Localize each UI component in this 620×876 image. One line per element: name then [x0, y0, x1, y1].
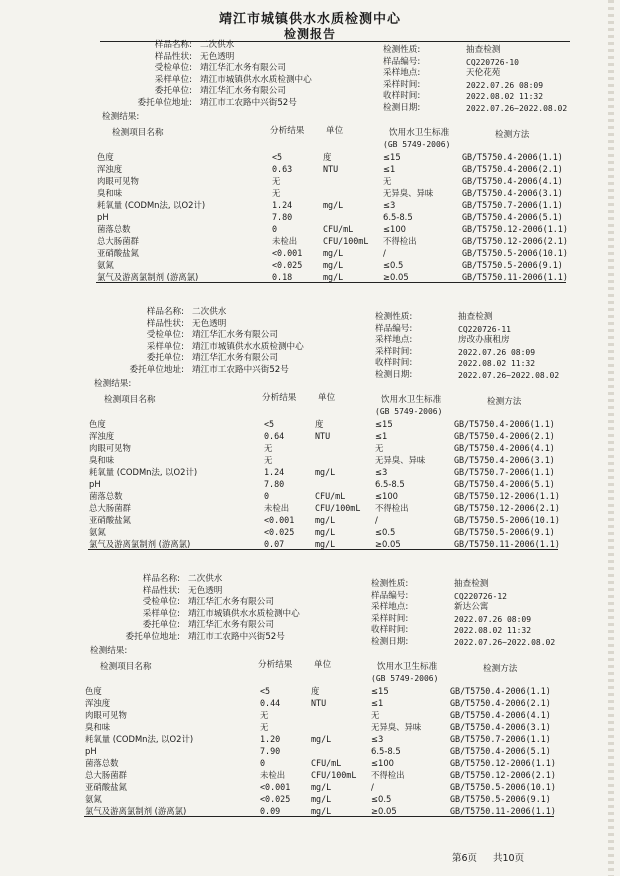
item-name-cell: 色度 — [85, 686, 102, 696]
standard-cell: ≤15 — [375, 419, 393, 429]
method-cell: GB/T5750.4-2006(5.1) — [454, 479, 555, 489]
sample-nature-value: 无色透明 — [200, 51, 235, 62]
method-cell: GB/T5750.4-2006(3.1) — [450, 722, 551, 732]
section-divider — [84, 816, 554, 817]
method-cell: GB/T5750.5-2006(10.1) — [450, 782, 556, 792]
standard-cell: ≤0.5 — [371, 794, 392, 804]
test-date-label: 检测日期: — [371, 636, 409, 647]
method-cell: GB/T5750.5-2006(9.1) — [450, 794, 551, 804]
standard-cell: 不得检出 — [371, 770, 405, 780]
table-row — [0, 200, 620, 211]
table-row — [0, 443, 620, 454]
method-cell: GB/T5750.4-2006(2.1) — [450, 698, 551, 708]
table-row — [0, 224, 620, 235]
test-nature-value: 抽查检测 — [458, 312, 493, 322]
page-total: 共10页 — [493, 853, 525, 864]
table-row — [0, 164, 620, 175]
method-cell: GB/T5750.7-2006(1.1) — [450, 734, 551, 744]
table-row — [0, 419, 620, 430]
unit-cell: NTU — [323, 164, 339, 174]
col-item-header: 检测项目名称 — [104, 395, 156, 405]
standard-cell: ≤0.5 — [375, 527, 396, 537]
test-nature-label: 检测性质: — [383, 45, 421, 55]
commissioner-address-value: 靖江市工农路中兴街52号 — [200, 97, 297, 108]
item-name-cell: 总大肠菌群 — [97, 236, 139, 246]
standard-cell: / — [371, 782, 374, 792]
method-cell: GB/T5750.5-2006(9.1) — [454, 527, 555, 537]
report-subtitle: 检测报告 — [283, 27, 336, 41]
method-cell: GB/T5750.4-2006(5.1) — [462, 212, 563, 222]
client-value: 靖江华汇水务有限公司 — [188, 597, 274, 607]
col-standard-header: 饮用水卫生标准 — [389, 128, 450, 138]
standard-cell: ≤3 — [371, 734, 384, 744]
item-name-cell: 耗氧量 (CODMn法, 以O2计) — [97, 200, 206, 210]
result-cell: 0.44 — [260, 698, 281, 708]
sample-name-label: 样品名称: — [146, 307, 184, 317]
col-method-header: 检测方法 — [483, 664, 518, 674]
standard-cell: ≥0.05 — [371, 806, 397, 816]
standard-cell: ≤0.5 — [383, 260, 404, 270]
commissioner-address-label: 委托单位地址: — [125, 631, 180, 642]
binding-seal-strip — [608, 0, 614, 876]
result-cell: 无 — [264, 443, 273, 453]
client-label: 受检单位: — [154, 63, 192, 73]
method-cell: GB/T5750.12-2006(1.1) — [462, 224, 568, 234]
sample-site-label: 采样地点: — [371, 602, 409, 612]
method-cell: GB/T5750.11-2006(1.1) — [454, 539, 560, 549]
item-name-cell: 总大肠菌群 — [85, 770, 127, 780]
commissioner-value: 靖江华汇水务有限公司 — [192, 353, 278, 363]
section-divider — [88, 549, 558, 550]
col-unit-header: 单位 — [318, 393, 336, 403]
unit-cell: 度 — [315, 419, 324, 429]
item-name-cell: pH — [97, 212, 109, 222]
result-cell: <5 — [264, 419, 275, 429]
table-row — [0, 188, 620, 199]
report-section-1 — [0, 40, 620, 310]
client-value: 靖江华汇水务有限公司 — [192, 330, 278, 340]
unit-cell: CFU/100mL — [315, 503, 361, 513]
method-cell: GB/T5750.11-2006(1.1) — [450, 806, 556, 816]
sample-nature-label: 样品性状: — [154, 51, 192, 62]
report-section-2 — [0, 307, 620, 577]
report-org-title: 靖江市城镇供水水质检测中心 — [218, 12, 401, 27]
result-cell: 无 — [272, 188, 281, 198]
sample-site-value: 房改办康租房 — [458, 335, 510, 345]
method-cell: GB/T5750.7-2006(1.1) — [462, 200, 563, 210]
method-cell: GB/T5750.7-2006(1.1) — [454, 467, 555, 477]
standard-cell: 不得检出 — [383, 236, 417, 246]
table-row — [0, 527, 620, 538]
unit-cell: CFU/100mL — [311, 770, 357, 780]
col-standard-header: 饮用水卫生标准 — [381, 395, 442, 405]
table-row — [0, 152, 620, 163]
standard-cell: ≥0.05 — [375, 539, 401, 549]
sample-no-value: CQ220726-11 — [458, 324, 511, 334]
method-cell: GB/T5750.4-2006(1.1) — [450, 686, 551, 696]
method-cell: GB/T5750.4-2006(1.1) — [454, 419, 555, 429]
receive-time-label: 收样时间: — [371, 625, 409, 635]
sample-nature-label: 样品性状: — [146, 318, 184, 329]
table-row — [0, 248, 620, 259]
commissioner-address-value: 靖江市工农路中兴街52号 — [188, 631, 285, 642]
sample-no-label: 样品编号: — [383, 56, 421, 67]
item-name-cell: 亚硝酸盐氮 — [97, 248, 139, 258]
col-standard-code: (GB 5749-2006) — [383, 140, 451, 149]
standard-cell: / — [375, 515, 378, 525]
method-cell: GB/T5750.4-2006(4.1) — [450, 710, 551, 720]
receive-time-label: 收样时间: — [375, 358, 413, 368]
table-row — [0, 455, 620, 466]
method-cell: GB/T5750.5-2006(10.1) — [462, 248, 568, 258]
commissioner-address-label: 委托单位地址: — [129, 364, 184, 375]
test-result-label: 检测结果: — [90, 646, 128, 656]
sample-site-label: 采样地点: — [375, 335, 413, 345]
sample-nature-value: 无色透明 — [192, 318, 227, 329]
commissioner-value: 靖江华汇水务有限公司 — [188, 620, 274, 630]
standard-cell: 6.5-8.5 — [375, 479, 405, 489]
standard-cell: 不得检出 — [375, 503, 409, 513]
test-date-label: 检测日期: — [383, 102, 421, 113]
test-date-value: 2022.07.26~2022.08.02 — [466, 103, 568, 113]
result-cell: 无 — [264, 455, 273, 465]
col-standard-code: (GB 5749-2006) — [375, 407, 443, 416]
item-name-cell: 菌落总数 — [89, 491, 123, 501]
item-name-cell: 亚硝酸盐氮 — [89, 515, 131, 525]
sample-time-value: 2022.07.26 08:09 — [454, 614, 532, 624]
result-cell: <5 — [272, 152, 283, 162]
item-name-cell: 肉眼可见物 — [85, 710, 127, 720]
table-row — [0, 431, 620, 442]
method-cell: GB/T5750.4-2006(4.1) — [462, 176, 563, 186]
section-divider — [96, 282, 566, 283]
sample-nature-value: 无色透明 — [188, 585, 223, 596]
sample-no-label: 样品编号: — [371, 590, 409, 601]
unit-cell: NTU — [315, 431, 331, 441]
standard-cell: ≤100 — [375, 491, 399, 501]
sample-time-label: 采样时间: — [375, 346, 413, 357]
col-standard-header: 饮用水卫生标准 — [377, 662, 438, 672]
result-cell: 未检出 — [272, 236, 298, 246]
unit-cell: CFU/mL — [323, 224, 354, 234]
unit-cell: mg/L — [315, 527, 336, 537]
item-name-cell: 耗氧量 (CODMn法, 以O2计) — [85, 734, 194, 744]
table-row — [0, 479, 620, 490]
test-date-label: 检测日期: — [375, 369, 413, 380]
sampler-label: 采样单位: — [154, 74, 192, 85]
test-nature-label: 检测性质: — [371, 579, 409, 589]
page-number: 第6页 — [452, 853, 478, 864]
item-name-cell: 臭和味 — [97, 188, 123, 198]
item-name-cell: 色度 — [89, 419, 106, 429]
table-row — [0, 698, 620, 709]
unit-cell: NTU — [311, 698, 327, 708]
col-method-header: 检测方法 — [487, 397, 522, 407]
table-row — [0, 782, 620, 793]
result-cell: 0.63 — [272, 164, 293, 174]
item-name-cell: 浑浊度 — [89, 431, 115, 441]
result-cell: <0.001 — [272, 248, 303, 258]
sample-time-label: 采样时间: — [371, 613, 409, 624]
item-name-cell: 臭和味 — [85, 722, 111, 732]
item-name-cell: 氯气及游离氯制剂 (游离氯) — [97, 272, 199, 282]
sample-no-value: CQ220726-10 — [466, 57, 519, 67]
result-cell: 未检出 — [264, 503, 290, 513]
unit-cell: 度 — [323, 152, 332, 162]
result-cell: 1.20 — [260, 734, 281, 744]
result-cell: <5 — [260, 686, 271, 696]
unit-cell: mg/L — [323, 200, 344, 210]
method-cell: GB/T5750.4-2006(5.1) — [450, 746, 551, 756]
table-row — [0, 236, 620, 247]
col-unit-header: 单位 — [314, 660, 332, 670]
method-cell: GB/T5750.4-2006(2.1) — [454, 431, 555, 441]
method-cell: GB/T5750.4-2006(3.1) — [462, 188, 563, 198]
sample-nature-label: 样品性状: — [142, 585, 180, 596]
result-cell: 1.24 — [264, 467, 285, 477]
test-date-value: 2022.07.26~2022.08.02 — [458, 370, 560, 380]
item-name-cell: 氨氮 — [85, 794, 102, 804]
col-standard-code: (GB 5749-2006) — [371, 674, 439, 683]
client-value: 靖江华汇水务有限公司 — [200, 63, 286, 73]
result-cell: <0.001 — [264, 515, 295, 525]
col-unit-header: 单位 — [326, 126, 344, 136]
sampler-value: 靖江市城镇供水水质检测中心 — [200, 74, 312, 85]
standard-cell: ≤1 — [375, 431, 388, 441]
unit-cell: CFU/mL — [311, 758, 342, 768]
sampler-label: 采样单位: — [142, 608, 180, 619]
result-cell: 0.09 — [260, 806, 281, 816]
table-row — [0, 722, 620, 733]
unit-cell: 度 — [311, 686, 320, 696]
sample-no-value: CQ220726-12 — [454, 591, 507, 601]
sample-site-label: 采样地点: — [383, 68, 421, 78]
sample-name-value: 二次供水 — [200, 40, 235, 50]
sampler-label: 采样单位: — [146, 341, 184, 352]
sample-name-value: 二次供水 — [188, 574, 223, 584]
standard-cell: ≤1 — [383, 164, 396, 174]
method-cell: GB/T5750.12-2006(2.1) — [450, 770, 556, 780]
item-name-cell: 氨氮 — [89, 527, 106, 537]
result-cell: 0 — [260, 758, 266, 768]
result-cell: 7.80 — [264, 479, 285, 489]
receive-time-value: 2022.08.02 11:32 — [458, 359, 536, 368]
commissioner-label: 委托单位: — [142, 620, 180, 630]
unit-cell: mg/L — [323, 272, 344, 282]
sample-time-value: 2022.07.26 08:09 — [466, 80, 544, 90]
table-row — [0, 467, 620, 478]
result-cell: 无 — [272, 176, 281, 186]
standard-cell: ≤100 — [371, 758, 395, 768]
item-name-cell: 色度 — [97, 152, 114, 162]
unit-cell: CFU/mL — [315, 491, 346, 501]
result-cell: 0 — [264, 491, 270, 501]
item-name-cell: 耗氧量 (CODMn法, 以O2计) — [89, 467, 198, 477]
table-row — [0, 686, 620, 697]
commissioner-value: 靖江华汇水务有限公司 — [200, 86, 286, 96]
method-cell: GB/T5750.12-2006(2.1) — [454, 503, 560, 513]
test-result-label: 检测结果: — [102, 112, 140, 122]
col-method-header: 检测方法 — [495, 130, 530, 140]
standard-cell: 无 — [383, 176, 392, 186]
sample-no-label: 样品编号: — [375, 323, 413, 334]
item-name-cell: 总大肠菌群 — [89, 503, 131, 513]
receive-time-value: 2022.08.02 11:32 — [454, 626, 532, 635]
commissioner-label: 委托单位: — [154, 86, 192, 96]
standard-cell: ≤100 — [383, 224, 407, 234]
client-label: 受检单位: — [142, 597, 180, 607]
item-name-cell: 臭和味 — [89, 455, 115, 465]
standard-cell: 无 — [375, 443, 384, 453]
table-row — [0, 794, 620, 805]
result-cell: 无 — [260, 722, 269, 732]
table-row — [0, 503, 620, 514]
receive-time-label: 收样时间: — [383, 91, 421, 101]
unit-cell: mg/L — [311, 782, 332, 792]
result-cell: 0.64 — [264, 431, 285, 441]
method-cell: GB/T5750.12-2006(1.1) — [454, 491, 560, 501]
unit-cell: mg/L — [323, 260, 344, 270]
report-section-3 — [0, 574, 620, 844]
sample-name-value: 二次供水 — [192, 307, 227, 317]
result-cell: 7.80 — [272, 212, 293, 222]
result-cell: 0.07 — [264, 539, 285, 549]
item-name-cell: 浑浊度 — [97, 164, 123, 174]
table-row — [0, 710, 620, 721]
table-row — [0, 260, 620, 271]
table-row — [0, 491, 620, 502]
table-row — [0, 734, 620, 745]
col-result-header: 分析结果 — [258, 660, 293, 670]
unit-cell: mg/L — [315, 515, 336, 525]
method-cell: GB/T5750.5-2006(10.1) — [454, 515, 560, 525]
unit-cell: mg/L — [311, 794, 332, 804]
standard-cell: ≤15 — [371, 686, 389, 696]
unit-cell: mg/L — [315, 467, 336, 477]
table-row — [0, 515, 620, 526]
commissioner-address-value: 靖江市工农路中兴街52号 — [192, 364, 289, 375]
result-cell: 0.18 — [272, 272, 293, 282]
col-result-header: 分析结果 — [262, 393, 297, 403]
test-result-label: 检测结果: — [94, 379, 132, 389]
standard-cell: / — [383, 248, 386, 258]
sample-time-label: 采样时间: — [383, 79, 421, 90]
test-date-value: 2022.07.26~2022.08.02 — [454, 637, 556, 647]
sample-name-label: 样品名称: — [142, 574, 180, 584]
sampler-value: 靖江市城镇供水水质检测中心 — [188, 608, 300, 619]
receive-time-value: 2022.08.02 11:32 — [466, 92, 544, 101]
test-nature-label: 检测性质: — [375, 312, 413, 322]
sample-time-value: 2022.07.26 08:09 — [458, 347, 536, 357]
sampler-value: 靖江市城镇供水水质检测中心 — [192, 341, 304, 352]
sample-name-label: 样品名称: — [154, 40, 192, 50]
unit-cell: CFU/100mL — [323, 236, 369, 246]
unit-cell: mg/L — [315, 539, 336, 549]
col-item-header: 检测项目名称 — [100, 662, 152, 672]
item-name-cell: 氯气及游离氯制剂 (游离氯) — [85, 806, 187, 816]
table-row — [0, 212, 620, 223]
result-cell: 7.90 — [260, 746, 281, 756]
standard-cell: 无异臭、异味 — [383, 188, 434, 198]
table-row — [0, 176, 620, 187]
result-cell: <0.001 — [260, 782, 291, 792]
test-nature-value: 抽查检测 — [454, 579, 489, 589]
item-name-cell: pH — [89, 479, 101, 489]
method-cell: GB/T5750.4-2006(3.1) — [454, 455, 555, 465]
standard-cell: ≤1 — [371, 698, 384, 708]
standard-cell: ≤3 — [383, 200, 396, 210]
result-cell: <0.025 — [272, 260, 303, 270]
method-cell: GB/T5750.4-2006(2.1) — [462, 164, 563, 174]
sample-site-value: 天伦花苑 — [466, 68, 501, 78]
client-label: 受检单位: — [146, 330, 184, 340]
item-name-cell: 浑浊度 — [85, 698, 111, 708]
item-name-cell: pH — [85, 746, 97, 756]
col-result-header: 分析结果 — [270, 126, 305, 136]
item-name-cell: 肉眼可见物 — [89, 443, 131, 453]
commissioner-address-label: 委托单位地址: — [137, 97, 192, 108]
item-name-cell: 菌落总数 — [85, 758, 119, 768]
unit-cell: mg/L — [323, 248, 344, 258]
result-cell: 未检出 — [260, 770, 286, 780]
test-nature-value: 抽查检测 — [466, 45, 501, 55]
standard-cell: 6.5-8.5 — [371, 746, 401, 756]
unit-cell: mg/L — [311, 806, 332, 816]
standard-cell: ≤3 — [375, 467, 388, 477]
standard-cell: ≥0.05 — [383, 272, 409, 282]
result-cell: <0.025 — [260, 794, 291, 804]
result-cell: 0 — [272, 224, 278, 234]
col-item-header: 检测项目名称 — [112, 128, 164, 138]
sample-site-value: 新达公寓 — [454, 602, 489, 612]
method-cell: GB/T5750.5-2006(9.1) — [462, 260, 563, 270]
result-cell: 1.24 — [272, 200, 293, 210]
item-name-cell: 肉眼可见物 — [97, 176, 139, 186]
method-cell: GB/T5750.12-2006(2.1) — [462, 236, 568, 246]
standard-cell: 无 — [371, 710, 380, 720]
method-cell: GB/T5750.4-2006(4.1) — [454, 443, 555, 453]
item-name-cell: 亚硝酸盐氮 — [85, 782, 127, 792]
method-cell: GB/T5750.11-2006(1.1) — [462, 272, 568, 282]
standard-cell: 6.5-8.5 — [383, 212, 413, 222]
result-cell: 无 — [260, 710, 269, 720]
item-name-cell: 氯气及游离氯制剂 (游离氯) — [89, 539, 191, 549]
item-name-cell: 氨氮 — [97, 260, 114, 270]
table-row — [0, 770, 620, 781]
table-row — [0, 746, 620, 757]
method-cell: GB/T5750.12-2006(1.1) — [450, 758, 556, 768]
unit-cell: mg/L — [311, 734, 332, 744]
standard-cell: 无异臭、异味 — [371, 722, 422, 732]
commissioner-label: 委托单位: — [146, 353, 184, 363]
result-cell: <0.025 — [264, 527, 295, 537]
table-row — [0, 758, 620, 769]
item-name-cell: 菌落总数 — [97, 224, 131, 234]
method-cell: GB/T5750.4-2006(1.1) — [462, 152, 563, 162]
standard-cell: 无异臭、异味 — [375, 455, 426, 465]
standard-cell: ≤15 — [383, 152, 401, 162]
